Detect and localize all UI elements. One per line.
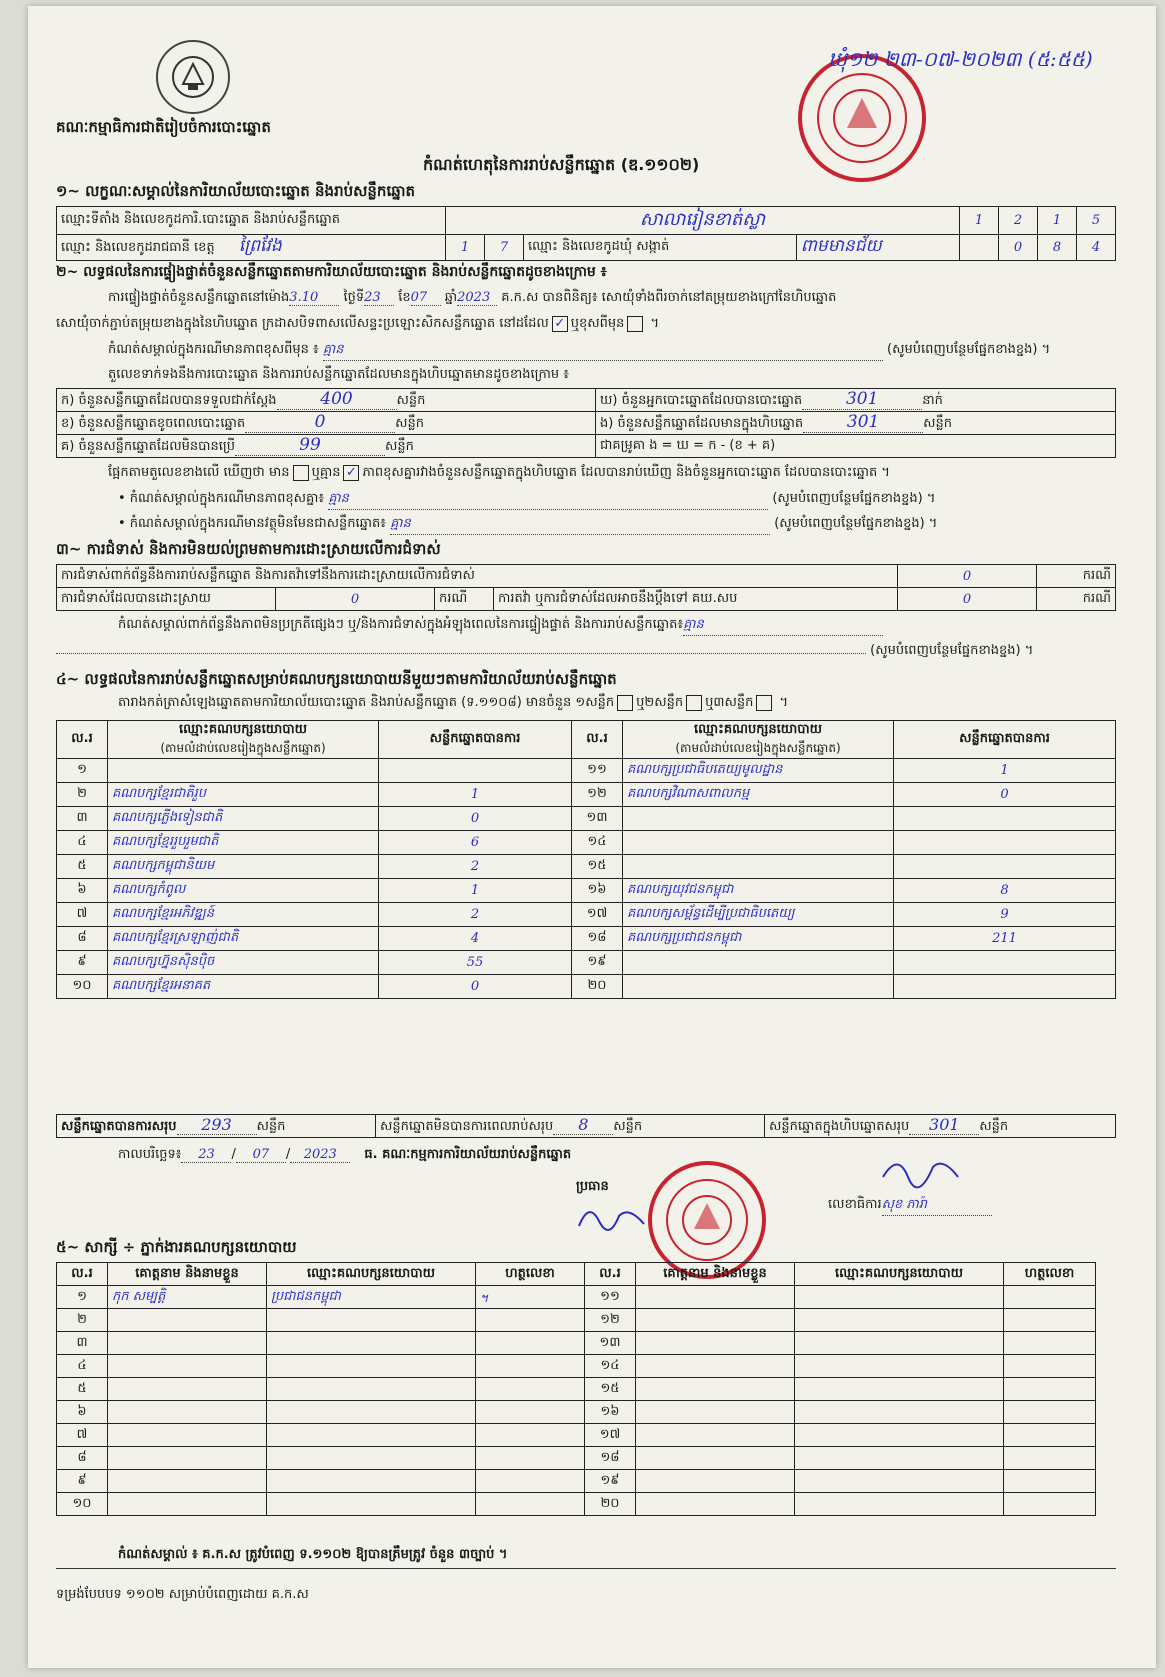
province-value: ព្រៃវែង	[238, 236, 282, 256]
w-col-party: ឈ្មោះគណបក្សនយោបាយ	[267, 1263, 476, 1286]
party-row	[57, 783, 1116, 807]
appeal-value: 0	[898, 588, 1037, 611]
party-row	[57, 975, 1116, 999]
party-results-table	[56, 720, 1116, 999]
voters-value: 301	[802, 389, 922, 410]
party-no: ៨	[57, 927, 108, 951]
witness-name-right	[636, 1309, 795, 1332]
witness-sign	[476, 1424, 585, 1447]
total-valid-value: 293	[177, 1115, 257, 1135]
party-no-right: ១៤	[572, 831, 623, 855]
resolved-label: ការជំទាស់ដែលបានដោះស្រាយ	[57, 588, 276, 611]
witness-sign-right	[1004, 1424, 1096, 1447]
location-code-4: 5	[1077, 207, 1116, 235]
party-no: ១	[57, 759, 108, 783]
stamp-handwritten-note: ឃុំ១២ ២៣-០៧-២០២៣ (៥:៥៥)	[828, 47, 1093, 71]
committee-label: ធ. គណៈកម្មការការិយាល័យរាប់សន្លឹកឆ្នោត	[364, 1147, 572, 1162]
total-invalid: សន្លឹកឆ្នោតមិនបានការពេលរាប់សរុប 8 សន្លឹក	[376, 1115, 765, 1138]
witness-party: ប្រជាជនកម្ពុជា	[267, 1286, 476, 1309]
date-month: 07	[236, 1147, 286, 1163]
witness-sign	[476, 1401, 585, 1424]
total-invalid-value: 8	[553, 1115, 613, 1135]
witness-sign-right	[1004, 1309, 1096, 1332]
party-votes: 2	[379, 855, 572, 879]
party-name-right: គណបក្សយុវជនកម្ពុជា	[623, 879, 894, 903]
witness-party	[267, 1401, 476, 1424]
no-difference-checkbox[interactable]: ✓	[343, 465, 359, 481]
party-votes-right	[894, 831, 1116, 855]
witness-name-right	[636, 1286, 795, 1309]
verification-year: 2023	[457, 290, 497, 306]
witness-sign	[476, 1355, 585, 1378]
witness-no: ៥	[57, 1378, 108, 1401]
party-row	[57, 855, 1116, 879]
party-name-right	[623, 831, 894, 855]
footer-divider	[56, 1568, 1116, 1569]
witness-sign-right	[1004, 1401, 1096, 1424]
party-name: គណបក្សហ្វ៊ុនស៊ិនប៉ិច	[108, 951, 379, 975]
party-row	[57, 951, 1116, 975]
footer-note: កំណត់សម្គាល់ ៖ គ.ក.ស ត្រូវបំពេញ ទ.១១០២ ឱ្យបានត្រឹមត្រូវ ចំនួន ៣ច្បាប់ ។	[118, 1547, 508, 1562]
witness-name	[108, 1401, 267, 1424]
party-votes-right	[894, 975, 1116, 999]
party-votes: 0	[379, 807, 572, 831]
commune-label: ឈ្មោះ និងលេខកូដឃុំ សង្កាត់	[524, 235, 797, 261]
form-title: កំណត់ហេតុនៃការរាប់សន្លឹកឆ្នោត (ឌ.១១០២)	[423, 155, 700, 174]
section5-title: ៥~ សាក្សី ÷ ភ្នាក់ងារគណបក្សនយោបាយ	[56, 1238, 297, 1256]
witness-name-right	[636, 1401, 795, 1424]
commune-code-1: 0	[999, 235, 1038, 261]
witness-no-right: ១៣	[585, 1332, 636, 1355]
same-checkbox[interactable]: ✓	[552, 316, 568, 332]
party-row	[57, 879, 1116, 903]
witness-no: ៩	[57, 1470, 108, 1493]
party-votes-right: 0	[894, 783, 1116, 807]
party-row	[57, 807, 1116, 831]
party-votes-right: 9	[894, 903, 1116, 927]
party-votes-right	[894, 951, 1116, 975]
unused-value: 99	[235, 435, 385, 456]
party-votes-right	[894, 855, 1116, 879]
case-label: ករណី	[1037, 565, 1116, 588]
witness-name: កុក សម្បត្តិ	[108, 1286, 267, 1309]
party-name-right: គណបក្សវិណាសពាលកម្ម	[623, 783, 894, 807]
party-name: គណបក្សភ្លើងទៀនជាតិ	[108, 807, 379, 831]
note1-line: កំណត់សម្គាល់ក្នុងករណីមានភាពខុសពីមុន ៖ គ្មាន (សូមបំពេញបន្ថែមផ្នែកខាងខ្នង) ។	[108, 341, 1050, 361]
party-no: ១០	[57, 975, 108, 999]
complaints-label: ការជំទាស់ពាក់ព័ន្ធនឹងការរាប់សន្លឹកឆ្នោត និងការតវ៉ាទៅនឹងការដោះស្រាយលើការជំទាស់	[57, 565, 898, 588]
location-label: ឈ្មោះទីតាំង និងលេខកូដការិ.បោះឆ្នោត និងរាប់សន្លឹកឆ្នោត	[57, 207, 446, 235]
witness-sign	[476, 1470, 585, 1493]
party-votes: 4	[379, 927, 572, 951]
three-sheets-checkbox[interactable]	[756, 695, 772, 711]
party-name: គណបក្សខ្មែរជាតិរួប	[108, 783, 379, 807]
witness-no-right: ១៩	[585, 1470, 636, 1493]
witness-name-right	[636, 1378, 795, 1401]
witness-sign: ฯ	[476, 1286, 585, 1309]
party-votes: 1	[379, 879, 572, 903]
commune-code-2: 8	[1038, 235, 1077, 261]
witness-party-right	[795, 1493, 1004, 1516]
party-name: គណបក្សកំពូល	[108, 879, 379, 903]
received-value: 400	[277, 389, 397, 410]
party-row	[57, 759, 1116, 783]
col-no: ល.រ	[57, 721, 108, 759]
unused-row: គ) ចំនួនសន្លឹកឆ្នោតដែលមិនបានប្រើ 99 សន្លឹក	[57, 435, 596, 458]
witness-party	[267, 1355, 476, 1378]
two-sheets-checkbox[interactable]	[686, 695, 702, 711]
witness-no-right: ១៦	[585, 1401, 636, 1424]
witness-name-right	[636, 1332, 795, 1355]
party-votes: 1	[379, 783, 572, 807]
party-no-right: ១៨	[572, 927, 623, 951]
note2-line: • កំណត់សម្គាល់ក្នុងករណីមានភាពខុសគ្នា៖ គ្មាន (សូមបំពេញបន្ថែមផ្នែកខាងខ្នង) ។	[118, 490, 935, 510]
witness-sign-right	[1004, 1470, 1096, 1493]
witness-row	[57, 1493, 1096, 1516]
section1-table	[56, 206, 1116, 261]
witness-no: ១	[57, 1286, 108, 1309]
witness-no-right: ១១	[585, 1286, 636, 1309]
w-col-no: ល.រ	[57, 1263, 108, 1286]
witness-no-right: ១៧	[585, 1424, 636, 1447]
witness-no-right: ១៤	[585, 1355, 636, 1378]
location-value: សាលារៀនខាត់ស្លា	[446, 207, 960, 235]
verification-day: 23	[364, 290, 394, 306]
secretary-line: លេខាធិការសុខ ភារ៉ា	[828, 1196, 992, 1216]
resolved-value: 0	[276, 588, 435, 611]
witness-name-right	[636, 1424, 795, 1447]
note3-line: • កំណត់សម្គាល់ក្នុងករណីមានវត្ថុមិនមែនជាសន្លឹកឆ្នោត៖ គ្មាន (សូមបំពេញបន្ថែមផ្នែកខាងខ្នង) ។	[118, 515, 937, 535]
witness-sign	[476, 1493, 585, 1516]
date-day: 23	[181, 1147, 231, 1163]
party-votes-right	[894, 807, 1116, 831]
date-year: 2023	[290, 1147, 350, 1163]
province-code-2: 7	[485, 235, 524, 261]
irregularity-fill-line: (សូមបំពេញបន្ថែមផ្នែកខាងខ្នង) ។	[56, 642, 1033, 661]
witness-name	[108, 1378, 267, 1401]
verification-month: 07	[411, 290, 441, 306]
witness-name	[108, 1332, 267, 1355]
col-votes: សន្លឹកឆ្នោតបានការ	[379, 721, 572, 759]
section3-table	[56, 564, 1116, 611]
witness-party	[267, 1332, 476, 1355]
party-votes-right: 1	[894, 759, 1116, 783]
witness-no: ១០	[57, 1493, 108, 1516]
total-box-value: 301	[909, 1115, 979, 1135]
verification-time: 3.10	[289, 290, 339, 306]
party-name-right	[623, 975, 894, 999]
party-no-right: ១២	[572, 783, 623, 807]
party-votes-right: 8	[894, 879, 1116, 903]
section3-title: ៣~ ការជំទាស់ និងការមិនយល់ព្រមតាមការដោះស្រាយលើការជំទាស់	[56, 540, 441, 558]
party-name-right: គណបក្សប្រជាជនកម្ពុជា	[623, 927, 894, 951]
party-no-right: ១៥	[572, 855, 623, 879]
section4-subtitle: តារាងកត់ត្រាសំឡេងឆ្នោតតាមការិយាល័យបោះឆ្នោត និងរាប់សន្លឹកឆ្នោត (ទ.១១០៨) មានចំនួន ១សន្លឹក ឬ២សន្លឹក ឬ៣សន្លឹក ។	[118, 695, 789, 710]
spoiled-value: 0	[245, 412, 395, 433]
figures-table	[56, 388, 1116, 458]
complaints-value: 0	[898, 565, 1037, 588]
spoiled-row: ខ) ចំនួនសន្លឹកឆ្នោតខូចពេលបោះឆ្នោត 0 សន្លឹក	[57, 412, 596, 435]
witness-sign-right	[1004, 1355, 1096, 1378]
witness-row	[57, 1447, 1096, 1470]
figures-intro: តួលេខទាក់ទងនឹងការបោះឆ្នោត និងការរាប់សន្លឹកឆ្នោតដែលមានក្នុងហិបឆ្នោតមានដូចខាងក្រោម ៖	[108, 367, 569, 382]
section1-title: ១~ លក្ខណៈសម្គាល់នៃការិយាល័យបោះឆ្នោត និងរាប់សន្លឹកឆ្នោត	[56, 182, 416, 200]
received-row: ក) ចំនួនសន្លឹកឆ្នោតដែលបានទទួលជាក់ស្តែង 400 សន្លឹក	[57, 389, 596, 412]
location-code-3: 1	[1038, 207, 1077, 235]
witness-row	[57, 1401, 1096, 1424]
witness-party-right	[795, 1286, 1004, 1309]
w-col-name: គោត្តនាម និងនាមខ្លួន	[108, 1263, 267, 1286]
w-col-sign: ហត្ថលេខា	[476, 1263, 585, 1286]
witness-no: ៧	[57, 1424, 108, 1447]
witness-sign-right	[1004, 1447, 1096, 1470]
w-col-sign-right: ហត្ថលេខា	[1004, 1263, 1096, 1286]
party-name: គណបក្សខ្មែរអនាគត	[108, 975, 379, 999]
party-no: ២	[57, 783, 108, 807]
party-no-right: ១៦	[572, 879, 623, 903]
one-sheet-checkbox[interactable]	[617, 695, 633, 711]
witness-party-right	[795, 1332, 1004, 1355]
witness-party-right	[795, 1470, 1004, 1493]
party-name-right	[623, 951, 894, 975]
party-no-right: ២០	[572, 975, 623, 999]
appeal-label: ការតវ៉ា ឬការជំទាស់ដែលអាចនឹងប្តឹងទៅ គឃ.សប	[494, 588, 898, 611]
witness-sign	[476, 1332, 585, 1355]
authority-name: គណៈកម្មាធិការជាតិរៀបចំការបោះឆ្នោត	[56, 118, 271, 136]
witness-name-right	[636, 1470, 795, 1493]
party-no: ៧	[57, 903, 108, 927]
location-code-2: 2	[999, 207, 1038, 235]
difference-line: ផ្អែកតាមតួលេខខាងលើ ឃើញថា មាន ឬគ្មាន ✓ ភាពខុសគ្នារវាងចំនួនសន្លឹកឆ្នោតក្នុងហិបឆ្នោត ដែលបានរាប់ឃើញ និងចំនួនអ្នកបោះឆ្នោត ដែលបានបោះឆ្នោត ។	[108, 464, 890, 480]
note1-value: គ្មាន	[323, 341, 883, 361]
party-row	[57, 903, 1116, 927]
witness-row	[57, 1332, 1096, 1355]
witness-row	[57, 1424, 1096, 1447]
note3-value: គ្មាន	[390, 515, 770, 535]
party-no-right: ១១	[572, 759, 623, 783]
witness-sign-right	[1004, 1286, 1096, 1309]
party-name-right: គណបក្សប្រជាធិបតេយ្យមូលដ្ឋាន	[623, 759, 894, 783]
section2-title: ២~ លទ្ធផលនៃការផ្ទៀងផ្ទាត់ចំនួនសន្លឹកឆ្នោតតាមការិយាល័យបោះឆ្នោត និងរាប់សន្លឹកឆ្នោតដូចខាងក្រោម ៖	[56, 264, 607, 280]
witness-party-right	[795, 1378, 1004, 1401]
has-difference-checkbox[interactable]	[293, 465, 309, 481]
witness-row	[57, 1378, 1096, 1401]
irregularity-value: គ្មាន	[683, 616, 883, 636]
different-checkbox[interactable]	[627, 316, 643, 332]
witness-row	[57, 1309, 1096, 1332]
voters-row: ឃ) ចំនួនអ្នកបោះឆ្នោតដែលបានបោះឆ្នោត 301 នាក់	[596, 389, 1116, 412]
witness-no-right: ១៨	[585, 1447, 636, 1470]
witness-name	[108, 1309, 267, 1332]
party-no-right: ១៣	[572, 807, 623, 831]
witness-party	[267, 1309, 476, 1332]
witness-party-right	[795, 1309, 1004, 1332]
party-row	[57, 927, 1116, 951]
party-name-right	[623, 807, 894, 831]
witness-no: ២	[57, 1309, 108, 1332]
in-box-row: ង) ចំនួនសន្លឹកឆ្នោតដែលមានក្នុងហិបឆ្នោត 301 សន្លឹក	[596, 412, 1116, 435]
formula: ជាគម្រូគា ង = ឃ = ក - (ខ + គ)	[596, 435, 1116, 458]
witness-sign-right	[1004, 1332, 1096, 1355]
witness-party	[267, 1424, 476, 1447]
commune-code-3: 4	[1077, 235, 1116, 261]
witness-no: ៣	[57, 1332, 108, 1355]
party-name	[108, 759, 379, 783]
ballot-count-form	[28, 6, 1156, 1668]
witness-sign	[476, 1378, 585, 1401]
witness-name-right	[636, 1493, 795, 1516]
party-name: គណបក្សកម្ពុជានិយម	[108, 855, 379, 879]
location-code-1: 1	[960, 207, 999, 235]
party-no: ៥	[57, 855, 108, 879]
witness-no-right: ១២	[585, 1309, 636, 1332]
col-party: ឈ្មោះគណបក្សនយោបាយ (តាមលំដាប់លេខរៀងក្នុងសន្លឹកឆ្នោត)	[108, 721, 379, 759]
totals-table	[56, 1114, 1116, 1138]
chair-label: ប្រធាន	[576, 1179, 609, 1194]
irregularity-note: កំណត់សម្គាល់ពាក់ព័ន្ធនឹងភាពមិនប្រក្រតីផ្សេងៗ ឬ/និងការជំទាស់ក្នុងអំឡុងពេលនៃការផ្ទៀងផ្ទាត់ និងការរាប់សន្លឹកឆ្នោត៖គ្មាន	[118, 616, 883, 636]
witness-party-right	[795, 1401, 1004, 1424]
witness-sign	[476, 1447, 585, 1470]
witness-no: ៤	[57, 1355, 108, 1378]
witness-name	[108, 1493, 267, 1516]
witness-party	[267, 1470, 476, 1493]
w-col-party-right: ឈ្មោះគណបក្សនយោបាយ	[795, 1263, 1004, 1286]
party-name: គណបក្សខ្មែររួបរួមជាតិ	[108, 831, 379, 855]
witness-party	[267, 1493, 476, 1516]
party-votes: 0	[379, 975, 572, 999]
province-code-1: 1	[446, 235, 485, 261]
verification-line1: ការផ្ទៀងផ្ទាត់ចំនួនសន្លឹកឆ្នោតនៅម៉ោង3.10 ថ្ងៃទី23 ខែ07 ឆ្នាំ2023 គ.ក.ស បានពិនិត្យ៖ សោយ៉ំទាំងពីរចាក់នៅតម្រុយខាងក្រៅនៃហិបឆ្នោត	[108, 290, 837, 305]
witness-party	[267, 1447, 476, 1470]
party-row	[57, 831, 1116, 855]
form-footer: ទម្រង់បែបបទ ១១០២ សម្រាប់បំពេញដោយ គ.ក.ស	[56, 1587, 309, 1602]
secretary-name: សុខ ភារ៉ា	[882, 1196, 992, 1216]
province-label: ឈ្មោះ និងលេខកូដរាជធានី ខេត្ត ព្រៃវែង	[57, 235, 446, 261]
witness-row	[57, 1470, 1096, 1493]
party-name: គណបក្សខ្មែរស្រឡាញ់ជាតិ	[108, 927, 379, 951]
party-no: ៦	[57, 879, 108, 903]
witness-name	[108, 1447, 267, 1470]
party-name-right: គណបក្សសម្ព័ន្ធដើម្បីប្រជាធិបតេយ្យ	[623, 903, 894, 927]
w-col-no-right: ល.រ	[585, 1263, 636, 1286]
secretary-signature	[878, 1152, 968, 1196]
witness-name-right	[636, 1447, 795, 1470]
party-no: ៣	[57, 807, 108, 831]
witness-name	[108, 1470, 267, 1493]
witness-no-right: ២០	[585, 1493, 636, 1516]
witness-row	[57, 1286, 1096, 1309]
witness-name	[108, 1424, 267, 1447]
w-col-name-right: គោត្តនាម និងនាមខ្លួន	[636, 1263, 795, 1286]
col-votes-right: សន្លឹកឆ្នោតបានការ	[894, 721, 1116, 759]
col-party-right: ឈ្មោះគណបក្សនយោបាយ (តាមលំដាប់លេខរៀងក្នុងសន្លឹកឆ្នោត)	[623, 721, 894, 759]
party-votes: 55	[379, 951, 572, 975]
note2-value: គ្មាន	[328, 490, 768, 510]
party-votes: 2	[379, 903, 572, 927]
party-name: គណបក្សខ្មែរអភិវឌ្ឍន៍	[108, 903, 379, 927]
witness-sign	[476, 1309, 585, 1332]
witness-party-right	[795, 1424, 1004, 1447]
col-no-right: ល.រ	[572, 721, 623, 759]
witness-no-right: ១៥	[585, 1378, 636, 1401]
in-box-value: 301	[803, 412, 923, 433]
witness-table	[56, 1262, 1096, 1516]
witness-name	[108, 1355, 267, 1378]
witness-sign-right	[1004, 1378, 1096, 1401]
verification-line2: សោយ៉ំចាក់ភ្ជាប់តម្រុយខាងក្នុងនៃហិបឆ្នោត ក្រដាសបិទពាសលើសន្ទះប្រឡោះសិកសន្លឹកឆ្នោត នៅដដែល ✓ ឬខុសពីមុន ។	[56, 315, 660, 331]
total-box: សន្លឹកឆ្នោតក្នុងហិបឆ្នោតសរុប 301 សន្លឹក	[765, 1115, 1116, 1138]
total-valid: សន្លឹកឆ្នោតបានការសរុប 293 សន្លឹក	[57, 1115, 376, 1138]
witness-no: ៦	[57, 1401, 108, 1424]
party-name-right	[623, 855, 894, 879]
party-votes-right: 211	[894, 927, 1116, 951]
date-line: កាលបរិច្ឆេទ៖ 23 / 07 / 2023 ធ. គណៈកម្មការការិយាល័យរាប់សន្លឹកឆ្នោត	[118, 1147, 572, 1162]
witness-sign-right	[1004, 1493, 1096, 1516]
section4-title: ៤~ លទ្ធផលនៃការរាប់សន្លឹកឆ្នោតសម្រាប់គណបក្សនយោបាយនីមួយៗតាមការិយាល័យរាប់សន្លឹកឆ្នោត	[56, 670, 617, 688]
party-no: ៩	[57, 951, 108, 975]
party-votes	[379, 759, 572, 783]
witness-party-right	[795, 1355, 1004, 1378]
party-votes: 6	[379, 831, 572, 855]
party-no: ៤	[57, 831, 108, 855]
chair-signature	[574, 1196, 654, 1240]
commune-value: ពាមមានជ័យ	[796, 235, 959, 261]
witness-no: ៨	[57, 1447, 108, 1470]
witness-name-right	[636, 1355, 795, 1378]
party-no-right: ១៩	[572, 951, 623, 975]
party-no-right: ១៧	[572, 903, 623, 927]
witness-party-right	[795, 1447, 1004, 1470]
case-label: ករណី	[1037, 588, 1116, 611]
witness-row	[57, 1355, 1096, 1378]
case-label: ករណី	[435, 588, 494, 611]
witness-party	[267, 1378, 476, 1401]
nec-emblem-icon	[156, 40, 230, 114]
